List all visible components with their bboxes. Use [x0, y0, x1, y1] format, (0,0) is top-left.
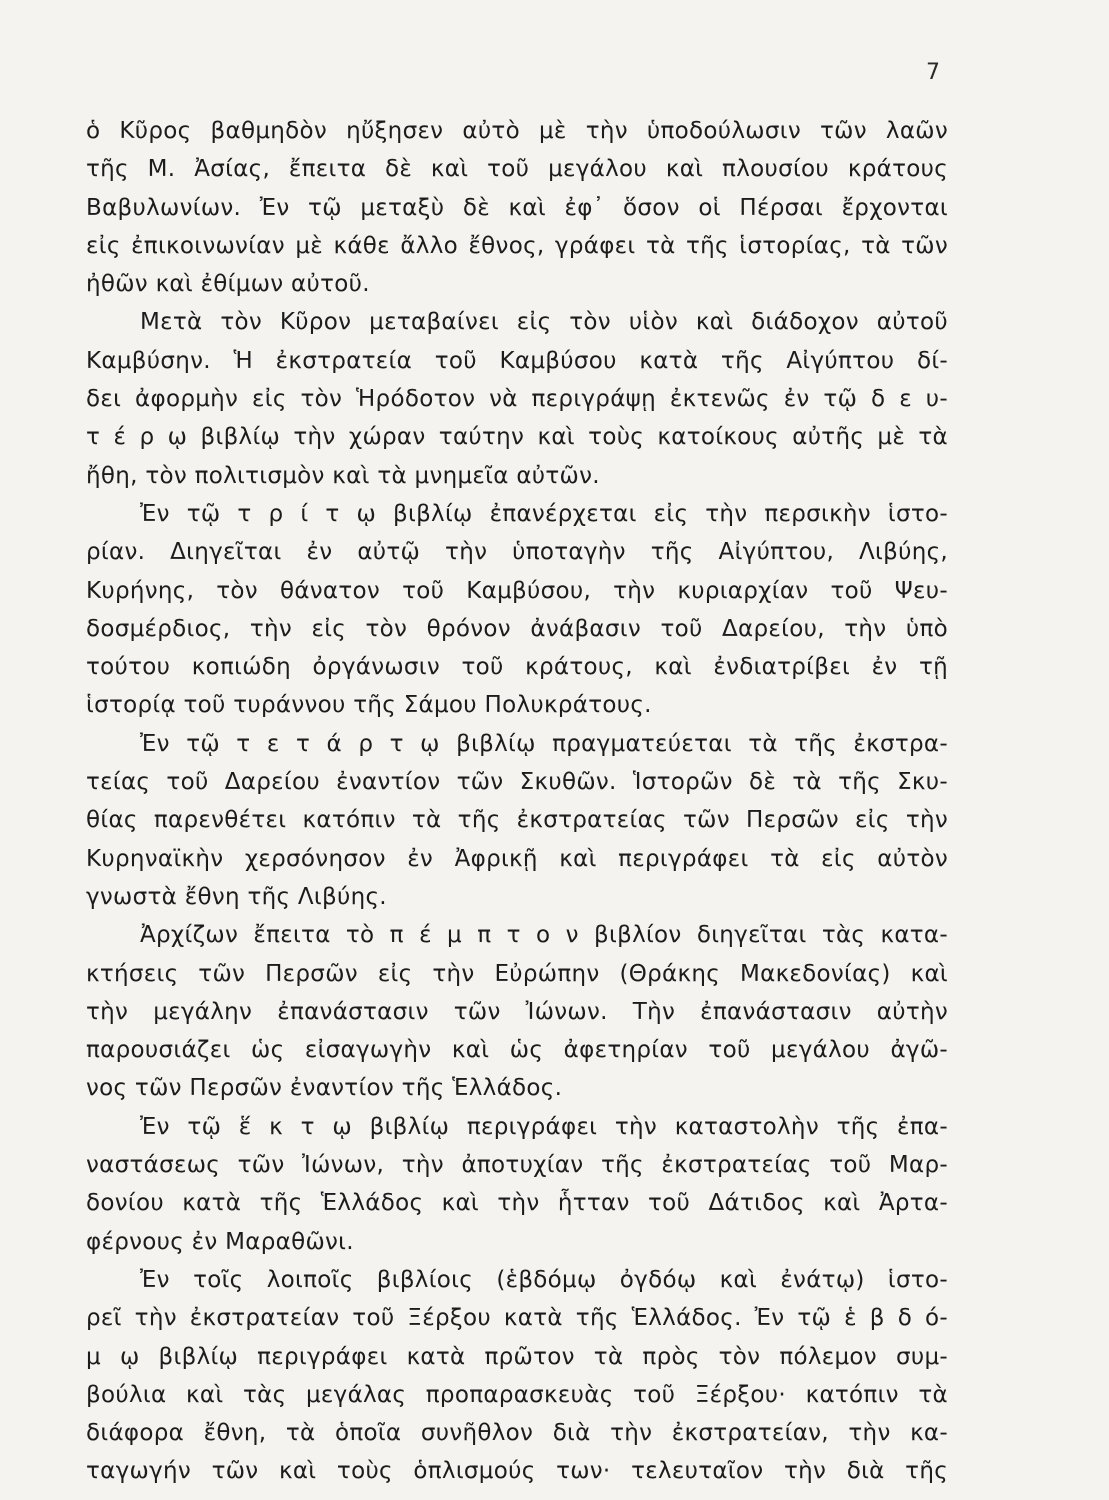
text-line: ταγωγήν τῶν καὶ τοὺς ὁπλισμούς των· τελευταῖον τὴν διὰ τῆς	[86, 1458, 948, 1485]
text-line: Κυρήνης, τὸν θάνατον τοῦ Καμβύσου, τὴν κυριαρχίαν τοῦ Ψευ-	[86, 577, 948, 604]
page-number: 7	[926, 60, 940, 85]
text-line: διάφορα ἔθνη, τὰ ὁποῖα συνῆθλον διὰ τὴν ἐκστρατείαν, τὴν κα-	[86, 1420, 948, 1447]
text-line: ρίαν. Διηγεῖται ἐν αὐτῷ τὴν ὑποταγὴν τῆς Αἰγύπτου, Λιβύης,	[86, 539, 948, 566]
text-line: βούλια καὶ τὰς μεγάλας προπαρασκευὰς τοῦ Ξέρξου· κατόπιν τὰ	[86, 1381, 948, 1408]
text-line: ναστάσεως τῶν Ἰώνων, τὴν ἀποτυχίαν τῆς ἐκστρατείας τοῦ Μαρ-	[86, 1152, 948, 1179]
text-line: τὴν μεγάλην ἐπανάστασιν τῶν Ἰώνων. Τὴν ἐπανάστασιν αὐτὴν	[86, 998, 948, 1025]
text-line: ὁ Κῦρος βαθμηδὸν ηὔξησεν αὐτὸ μὲ τὴν ὑποδούλωσιν τῶν λαῶν	[86, 118, 948, 144]
text-line: γνωστὰ ἔθνη τῆς Λιβύης.	[86, 883, 387, 910]
text-line: ἠθῶν καὶ ἐθίμων αὐτοῦ.	[86, 271, 370, 298]
text-line: Καμβύσην. Ἡ ἐκστρατεία τοῦ Καμβύσου κατὰ τῆς Αἰγύπτου δί-	[86, 347, 948, 374]
text-line: κτήσεις τῶν Περσῶν εἰς τὴν Εὐρώπην (Θράκης Μακεδονίας) καὶ	[86, 960, 948, 987]
body-text	[86, 112, 948, 1491]
text-line: Βαβυλωνίων. Ἐν τῷ μεταξὺ δὲ καὶ ἐφ᾽ ὅσον οἱ Πέρσαι ἔρχονται	[86, 194, 948, 221]
text-line: Κυρηναϊκὴν χερσόνησον ἐν Ἀφρικῇ καὶ περιγράφει τὰ εἰς αὐτὸν	[86, 845, 948, 872]
text-line: τούτου κοπιώδη ὀργάνωσιν τοῦ κράτους, καὶ ἐνδιατρίβει ἐν τῇ	[86, 654, 948, 681]
text-line: ἱστορίᾳ τοῦ τυράννου τῆς Σάμου Πολυκράτους.	[86, 692, 652, 719]
text-line: δει ἀφορμὴν εἰς τὸν Ἡρόδοτον νὰ περιγράψῃ ἐκτενῶς ἐν τῷ δ ε υ-	[86, 386, 948, 413]
text-line: φέρνους ἐν Μαραθῶνι.	[86, 1228, 354, 1255]
text-line: μ ῳ βιβλίῳ περιγράφει κατὰ πρῶτον τὰ πρὸς τὸν πόλεμον συμ-	[86, 1343, 948, 1370]
text-line: θίας παρενθέτει κατόπιν τὰ τῆς ἐκστρατείας τῶν Περσῶν εἰς τὴν	[86, 807, 948, 834]
text-line: Ἐν τῷ τ ρ ί τ ῳ βιβλίῳ ἐπανέρχεται εἰς τὴν περσικὴν ἱστο-	[140, 500, 948, 527]
text-line: Ἀρχίζων ἔπειτα τὸ π έ μ π τ ο ν βιβλίον διηγεῖται τὰς κατα-	[140, 922, 948, 949]
text-line: νος τῶν Περσῶν ἐναντίον τῆς Ἑλλάδος.	[86, 1075, 563, 1102]
text-line: τῆς Μ. Ἀσίας, ἔπειτα δὲ καὶ τοῦ μεγάλου καὶ πλουσίου κράτους	[86, 156, 948, 183]
text-line: Ἐν τῷ ἕ κ τ ῳ βιβλίῳ περιγράφει τὴν καταστολὴν τῆς ἐπα-	[140, 1113, 948, 1140]
text-line: Ἐν τῷ τ ε τ ά ρ τ ῳ βιβλίῳ πραγματεύεται τὰ τῆς ἐκστρα-	[140, 730, 948, 757]
text-line: παρουσιάζει ὡς εἰσαγωγὴν καὶ ὡς ἀφετηρίαν τοῦ μεγάλου ἀγῶ-	[86, 1037, 948, 1064]
text-line: Ἐν τοῖς λοιποῖς βιβλίοις (ἑβδόμῳ ὀγδόῳ καὶ ἐνάτῳ) ἱστο-	[140, 1266, 948, 1293]
text-line: τείας τοῦ Δαρείου ἐναντίον τῶν Σκυθῶν. Ἱστορῶν δὲ τὰ τῆς Σκυ-	[86, 769, 948, 796]
text-line: Μετὰ τὸν Κῦρον μεταβαίνει εἰς τὸν υἱὸν καὶ διάδοχον αὐτοῦ	[140, 309, 948, 336]
text-line: εἰς ἐπικοινωνίαν μὲ κάθε ἄλλο ἔθνος, γράφει τὰ τῆς ἱστορίας, τὰ τῶν	[86, 232, 948, 259]
text-line: δονίου κατὰ τῆς Ἑλλάδος καὶ τὴν ἧτταν τοῦ Δάτιδος καὶ Ἀρτα-	[86, 1190, 948, 1217]
text-line: τ έ ρ ῳ βιβλίῳ τὴν χώραν ταύτην καὶ τοὺς κατοίκους αὐτῆς μὲ τὰ	[86, 424, 948, 451]
text-line: δοσμέρδιος, τὴν εἰς τὸν θρόνον ἀνάβασιν τοῦ Δαρείου, τὴν ὑπὸ	[86, 615, 948, 642]
text-line: ἤθη, τὸν πολιτισμὸν καὶ τὰ μνημεῖα αὐτῶν.	[86, 462, 600, 489]
text-line: ρεῖ τὴν ἐκστρατείαν τοῦ Ξέρξου κατὰ τῆς Ἑλλάδος. Ἐν τῷ ἑ β δ ό-	[86, 1305, 948, 1332]
